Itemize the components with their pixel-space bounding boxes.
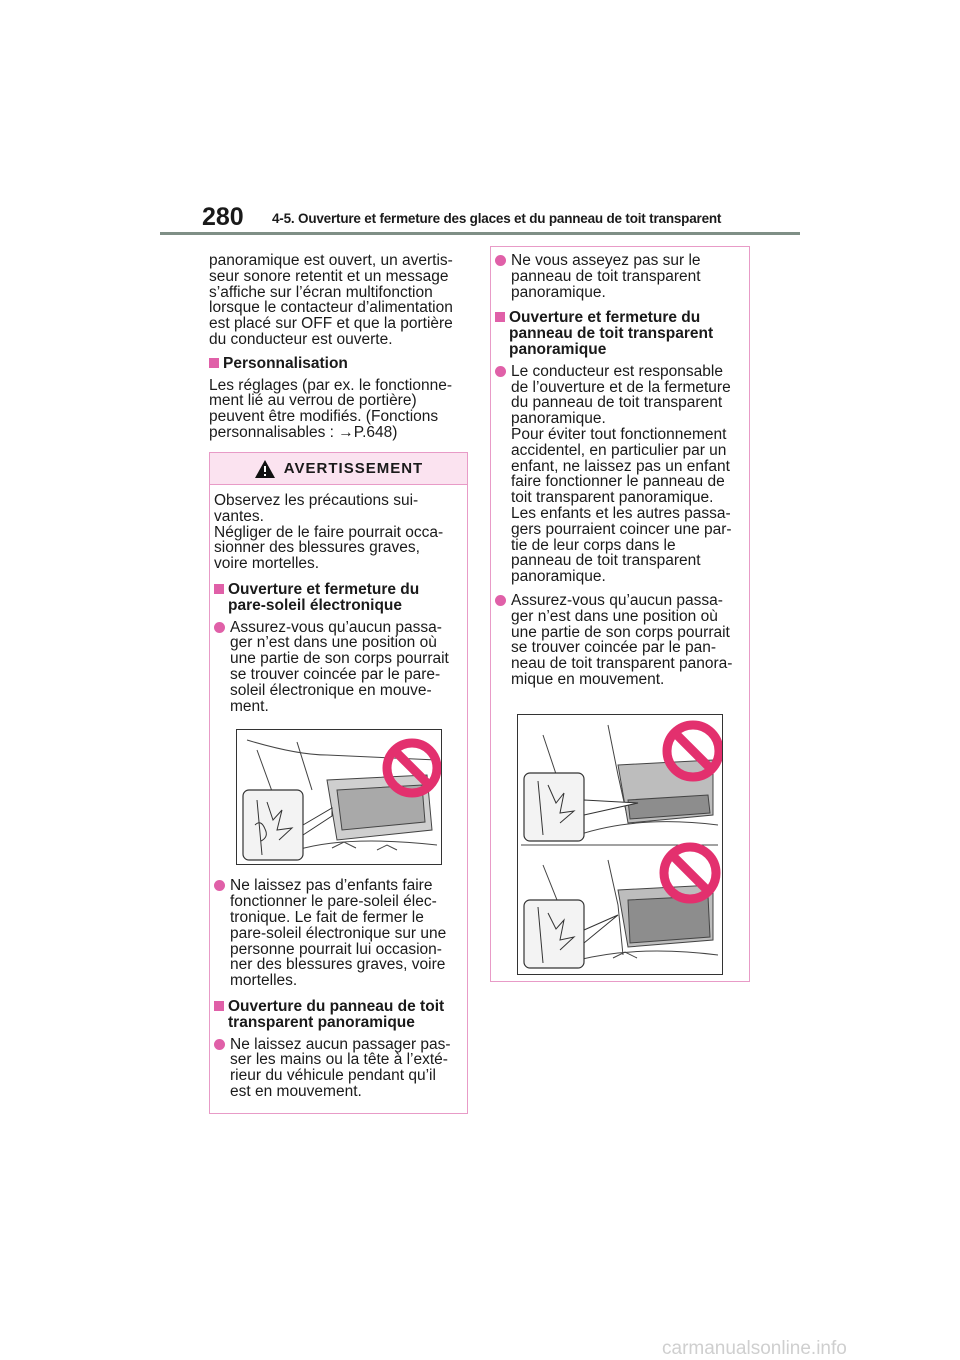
square-bullet-icon xyxy=(214,1001,224,1011)
panoramic-roof-drawing xyxy=(518,715,722,974)
square-bullet-icon xyxy=(214,584,224,594)
watermark: carmanualsonline.info xyxy=(662,1338,847,1359)
header-rule xyxy=(160,232,800,235)
round-bullet-icon xyxy=(214,1039,225,1050)
text-line: personnalisables : →P.648) xyxy=(209,423,398,441)
text-line: Négliger de le faire pourrait occa- xyxy=(214,523,444,541)
round-bullet-icon xyxy=(495,255,506,266)
personnalisation-paragraph xyxy=(209,378,467,441)
round-bullet-icon xyxy=(495,366,506,377)
bullet-item: Assurez-vous qu’aucun passa- ger n’est dans une position où une partie de son corps pourrait se trouver coincée par le pare- soleil électronique en mouve- ment. xyxy=(214,620,463,715)
warning-heading-roof: Ouverture du panneau de toit transparent panoramique xyxy=(214,999,463,1031)
text-line: s’affiche sur l’écran multifonction xyxy=(209,283,433,301)
text-line: Les réglages (par ex. le fonctionne- xyxy=(209,376,452,394)
right-body xyxy=(491,247,749,688)
page-number: 280 xyxy=(202,203,244,231)
warning-title: AVERTISSEMENT xyxy=(283,460,424,477)
sunshade-illustration xyxy=(236,729,442,865)
section-title: 4-5. Ouverture et fermeture des glaces et du panneau de toit transparent xyxy=(272,211,722,226)
text-line: vantes. xyxy=(214,507,264,525)
sunshade-drawing xyxy=(237,730,441,864)
text-line: Observez les précautions sui- xyxy=(214,492,419,509)
square-bullet-icon xyxy=(209,358,219,368)
warning-header xyxy=(210,453,467,485)
bullet-item: Assurez-vous qu’aucun passa- ger n’est dans une position où une partie de son corps pourrait se trouver coincée par le pan- neau de toit transparent panora- mique en mouvement. xyxy=(495,593,745,688)
text-line: lorsque le contacteur d’alimentation xyxy=(209,299,453,317)
bullet-item: Le conducteur est responsable de l’ouverture et de la fermeture du panneau de toit transparent panoramique. Pour éviter tout fonctionnement accidentel, en particulier par un enfant, ne laissez pas un enfant faire fonctionner le panneau de toit transparent panoramique. Les enfants et les autres passa- gers pourraient coincer une par- tie de leur corps dans le panneau de toit transparent panoramique. xyxy=(495,364,745,585)
text-line: peuvent être modifiés. (Fonctions xyxy=(209,408,439,426)
warning-heading-sunshade: Ouverture et fermeture du pare-soleil électronique xyxy=(214,582,463,614)
text-line: est placé sur OFF et que la portière xyxy=(209,315,453,333)
personnalisation-heading: Personnalisation xyxy=(209,356,467,372)
right-heading: Ouverture et fermeture du panneau de toit transparent panoramique xyxy=(495,310,745,357)
text-line: panoramique est ouvert, un avertis- xyxy=(209,252,453,269)
text-line: voire mortelles. xyxy=(214,555,320,573)
square-bullet-icon xyxy=(495,312,505,322)
page-header xyxy=(160,203,800,237)
left-column xyxy=(209,253,467,441)
warning-intro xyxy=(214,493,463,572)
round-bullet-icon xyxy=(214,622,225,633)
text-line: ment lié au verrou de portière) xyxy=(209,392,417,410)
text-line: du conducteur est ouverte. xyxy=(209,330,393,348)
intro-paragraph xyxy=(209,253,467,348)
text-line: sionner des blessures graves, xyxy=(214,539,420,557)
round-bullet-icon xyxy=(495,595,506,606)
bullet-item: Ne vous asseyez pas sur le panneau de toit transparent panoramique. xyxy=(495,253,745,300)
bullet-item: Ne laissez aucun passager pas- ser les mains ou la tête à l’exté- rieur du véhicule pendant qu’il est en mouvement. xyxy=(214,1037,463,1100)
bullet-item: Ne laissez pas d’enfants faire fonctionner le pare-soleil élec- tronique. Le fait de fermer le pare-soleil électronique sur une personne pourrait lui occasion- ner des blessures graves, voire mortelles. xyxy=(214,878,463,989)
warning-triangle-icon xyxy=(254,459,276,479)
text-line: seur sonore retentit et un message xyxy=(209,267,449,285)
panoramic-roof-illustration xyxy=(517,714,723,975)
round-bullet-icon xyxy=(214,880,225,891)
